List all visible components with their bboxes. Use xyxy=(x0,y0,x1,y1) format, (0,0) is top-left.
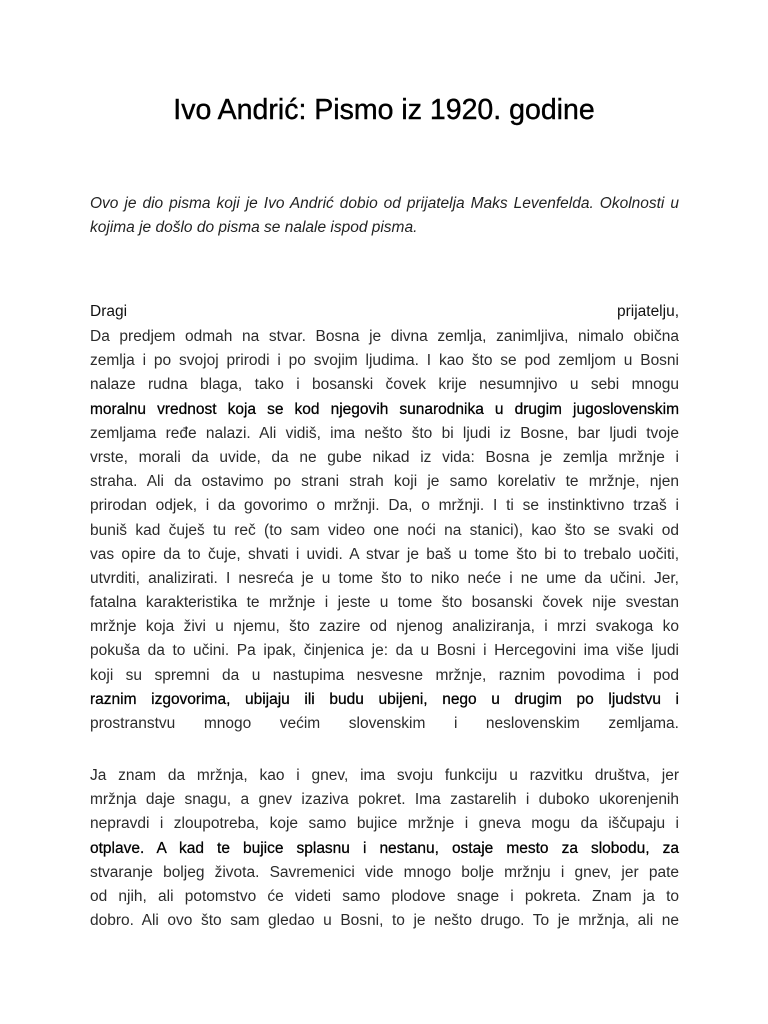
paragraph-line: otplave. A kad te bujice splasnu i nestanu, ostaje mesto za slobodu, za xyxy=(90,839,679,857)
paragraph-line: Ja znam da mržnja, kao i gnev, ima svoju funkciju u razvitku društva, jer xyxy=(90,767,679,784)
paragraph-line: moralnu vrednost koja se kod njegovih sunarodnika u drugim jugoslovenskim xyxy=(90,400,679,418)
paragraph-line: utvrditi, analizirati. I nesreća je u tome što to niko neće i ne ume da učini. Jer, xyxy=(90,569,679,587)
greeting-word: Dragi xyxy=(90,303,128,320)
paragraph-line: nalaze rudna blaga, tako i bosanski čovek krije nesumnjivo u sebi mnogu xyxy=(90,376,679,394)
document-title: Ivo Andrić: Pismo iz 1920. godine xyxy=(173,94,595,126)
paragraph-line: prostranstvu mnogo većim slovenskim i neslovenskim zemljama. xyxy=(90,715,679,732)
letter-paragraph-1 xyxy=(90,325,679,736)
paragraph-line: straha. Ali da ostavimo po strani strah koji je samo korelativ te mržnje, njen xyxy=(90,473,679,491)
paragraph-line: od njih, ali potomstvo će videti samo plodove snage i pokreta. Znam ja to xyxy=(90,887,679,905)
paragraph-line: mržnja daje snagu, a gnev izaziva pokret. Ima zastarelih i duboko ukorenjenih xyxy=(90,791,679,809)
paragraph-line: fatalna karakteristika te mržnje i jeste u tome što bosanski čovek nije svestan xyxy=(90,594,679,612)
paragraph-line: Da predjem odmah na stvar. Bosna je divna zemlja, zanimljiva, nimalo obična xyxy=(90,328,679,345)
paragraph-line: mržnje koja živi u njemu, što zazire od njenog analiziranja, i mrzi svakoga ko xyxy=(90,618,679,636)
paragraph-line: zemlja i po svojoj prirodi i po svojim ljudima. I kao što se pod zemljom u Bosni xyxy=(90,352,679,370)
paragraph-line: buniš kad čuješ tu reč (to sam video one noći na stanici), kao što se svaki od xyxy=(90,521,679,539)
intro-text: Ovo je dio pisma koji je Ivo Andrić dobio od prijatelja Maks Levenfelda. Okolnosti u kojima je došlo do pisma se nalale ispod pisma. xyxy=(90,195,679,236)
paragraph-line: nepravdi i zloupotreba, koje samo bujice mržnje i gneva mogu da iščupaju i xyxy=(90,815,679,833)
paragraph-line: koji su spremni da u nastupima nesvesne mržnje, raznim povodima i pod xyxy=(90,666,679,684)
greeting-addressee: prijatelju, xyxy=(616,303,679,320)
paragraph-line: stvaranje boljeg života. Savremenici vide mnogo bolje mržnju i gnev, jer pate xyxy=(90,863,679,881)
paragraph-line: dobro. Ali ovo što sam gledao u Bosni, to je nešto drugo. To je mržnja, ali ne xyxy=(90,912,679,930)
paragraph-line: vas opire da to čuje, shvati i uvidi. A stvar je baš u tome što bi to trebalo uočiti, xyxy=(90,545,679,563)
paragraph-line: vrste, morali da uvide, da ne gube nikad iz vida: Bosna je zemlja mržnje i xyxy=(90,448,679,466)
paragraph-line: pokuša da to učini. Pa ipak, činjenica je: da u Bosni i Hercegovini ima više ljudi xyxy=(90,642,679,660)
paragraph-line: prirodan odjek, i da govorimo o mržnji. Da, o mržnji. I ti se instinktivno trzaš i xyxy=(90,497,679,515)
letter-paragraph-2 xyxy=(90,764,679,933)
paragraph-line: zemljama ređe nalazi. Ali vidiš, ima nešto što bi ljudi iz Bosne, bar ljudi tvoje xyxy=(90,424,679,442)
paragraph-line: raznim izgovorima, ubijaju ili budu ubijeni, nego u drugim po ljudstvu i xyxy=(90,690,679,708)
greeting-line xyxy=(90,300,679,324)
